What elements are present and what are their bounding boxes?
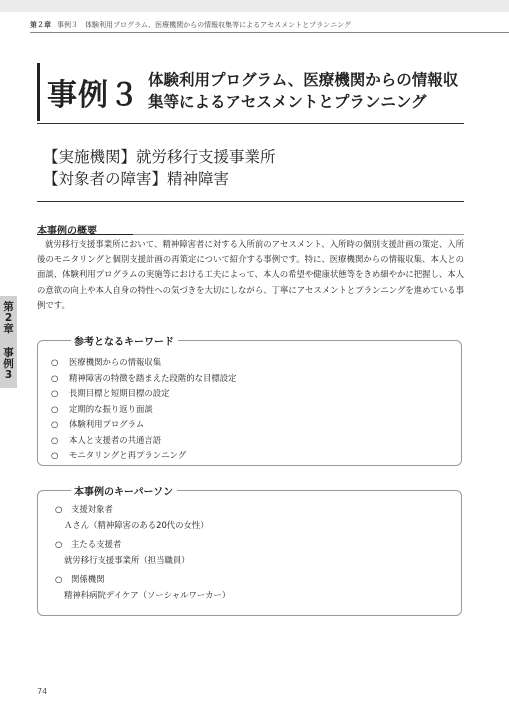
- case-label: 事例３: [47, 78, 140, 113]
- side-tab-case: [0, 348, 17, 381]
- list-item: [51, 355, 237, 371]
- person-detail: 就労移行支援事業所（担当職員）: [64, 554, 190, 565]
- keyword-text: モニタリングと再プランニング: [69, 450, 187, 460]
- circle-marker: ○: [51, 372, 59, 383]
- keyword-text: 定期的な振り返り面談: [69, 403, 153, 414]
- person-group: [55, 502, 209, 533]
- keyword-text: 本人と支援者の共通言語: [69, 434, 162, 445]
- person-group: [55, 537, 190, 568]
- agency-line: 【実施機関】就労移行支援事業所: [43, 148, 276, 166]
- circle-marker: ○: [55, 574, 63, 584]
- person-role: [55, 572, 230, 588]
- running-header-title: 事例３ 体験利用プログラム、医療機関からの情報収集等によるアセスメントとプランニング: [57, 21, 351, 29]
- title-divider: [37, 123, 464, 124]
- keyword-text: 精神障害の特徴を踏まえた段階的な目標設定: [69, 372, 237, 383]
- list-item: [51, 417, 237, 433]
- list-item: [51, 371, 237, 387]
- keyword-text: 長期目標と短期目標の設定: [69, 388, 170, 398]
- circle-marker: ○: [51, 434, 59, 445]
- keyword-text: 体験利用プログラム: [69, 419, 145, 429]
- side-tab-char: 例: [3, 358, 14, 370]
- case-heading: [148, 69, 458, 113]
- running-header-chapter: 第２章: [30, 21, 51, 29]
- circle-marker: ○: [51, 357, 59, 367]
- summary-title-underline: [37, 234, 133, 235]
- person-detail: Ａさん（精神障害のある20代の女性）: [64, 519, 209, 530]
- case-heading-line-2: 集等によるアセスメントとプランニング: [148, 93, 427, 111]
- header-band: [0, 0, 509, 12]
- person-role-label: 関係機関: [71, 574, 105, 584]
- info-divider: [37, 201, 464, 202]
- side-tab-chapter: [0, 302, 17, 335]
- circle-marker: ○: [55, 504, 63, 514]
- side-tab-char: 2: [4, 312, 13, 324]
- side-tab-char: 章: [3, 323, 14, 335]
- case-heading-line-1: 体験利用プログラム、医療機関からの情報収: [148, 71, 459, 89]
- circle-marker: ○: [51, 419, 59, 429]
- person-detail: 精神科病院デイケア（ソーシャルワーカー）: [64, 589, 231, 600]
- key-persons-box: [37, 487, 462, 616]
- side-tab-char: 第: [3, 301, 14, 313]
- case-label-bar: [37, 63, 40, 121]
- keywords-title: 参考となるキーワード: [58, 333, 178, 348]
- header-divider: [30, 32, 509, 33]
- keyword-list: [51, 355, 237, 464]
- circle-marker: ○: [51, 388, 59, 398]
- disability-line: 【対象者の障害】精神障害: [43, 170, 230, 188]
- key-persons-title: 本事例のキーパーソン: [58, 483, 177, 498]
- summary-rule: [133, 234, 464, 235]
- running-header: [30, 20, 351, 30]
- side-tab-char: 3: [4, 369, 13, 381]
- list-item: [51, 386, 237, 402]
- case-label-block: [37, 63, 152, 121]
- person-group: [55, 572, 230, 603]
- summary-text: 就労移行支援事業所において、精神障害者に対する入所前のアセスメント、入所時の個別支援計画の策定、入所後のモニタリングと個別支援計画の再策定について紹介する事例です。特に、医療機関からの情報収集、本人との面談、体験利用プログラムの実施等における工夫によって、本人の希望や健康状態等をきめ細やかに把握し、本人の意欲の向上や本人自身の特性への気づきを大切にしながら、丁寧にアセスメントとプランニングを進めている事例です。: [37, 239, 464, 310]
- keyword-text: 医療機関からの情報収集: [69, 357, 162, 367]
- chapter-side-tab: [0, 296, 17, 388]
- person-role: [55, 502, 209, 518]
- side-tab-char: 事: [3, 347, 14, 359]
- page-number: 74: [37, 687, 48, 696]
- list-item: [51, 402, 237, 418]
- circle-marker: ○: [51, 403, 59, 414]
- person-role: [55, 537, 190, 553]
- circle-marker: ○: [55, 539, 63, 549]
- keywords-box: [37, 337, 462, 466]
- list-item: [51, 433, 237, 449]
- summary-title: 本事例の概要: [37, 226, 97, 237]
- person-role-label: 主たる支援者: [71, 539, 122, 549]
- list-item: [51, 448, 237, 464]
- person-role-label: 支援対象者: [71, 504, 113, 514]
- circle-marker: ○: [51, 450, 59, 460]
